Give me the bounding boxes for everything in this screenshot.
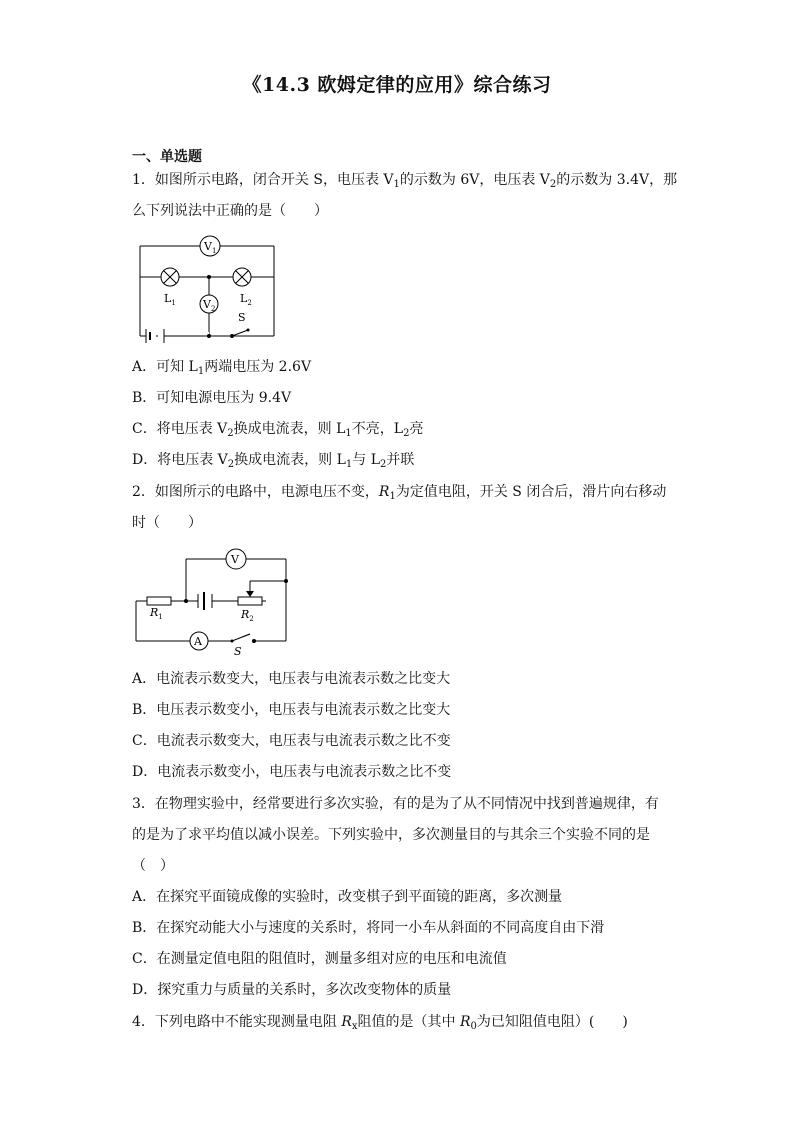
q1-fig-l2-label: $L_2$	[240, 292, 252, 307]
q3-option-c: C．在测量定值电阻的阻值时，测量多组对应的电压和电流值	[132, 951, 507, 967]
q1-fig-v2-label: $V_2$	[203, 298, 216, 313]
q2-stem-line2: 时（ ）	[132, 515, 202, 531]
q3-stem-line2: 的是为了求平均值以减小误差。下列实验中，多次测量目的与其余三个实验不同的是	[132, 827, 650, 843]
q3-option-b: B．在探究动能大小与速度的关系时，将同一小车从斜面的不同高度自由下滑	[132, 920, 605, 936]
q3-option-d: D．探究重力与质量的关系时，多次改变物体的质量	[132, 982, 452, 998]
q1-fig-switch-label: S	[238, 311, 246, 324]
q1-option-c: C．将电压表 $V_2$换成电流表，则 $L_1$不亮，$L_2$亮	[132, 421, 424, 439]
q1-option-d: D．将电压表 $V_2$换成电流表，则 $L_1$与 $L_2$并联	[132, 452, 415, 470]
q1-fig-l1-label: $L_1$	[164, 292, 176, 307]
q2-option-d: D．电流表示数变小，电压表与电流表示数之比不变	[132, 764, 452, 780]
q1-stem-line1: 1．如图所示电路，闭合开关 S，电压表 $V_1$的示数为 6V，电压表 $V_2$的示数为 3.4V，那	[132, 172, 678, 190]
q2-fig-r2-label: $R_2$	[241, 608, 254, 623]
q1-option-a: A．可知 $L_1$两端电压为 2.6V	[132, 359, 312, 377]
q2-option-b: B．电压表示数变小，电压表与电流表示数之比变大	[132, 702, 451, 718]
page-title: 《14.3 欧姆定律的应用》综合练习	[242, 74, 552, 96]
q2-circuit-figure	[130, 545, 295, 657]
q2-fig-r1-label: $R_1$	[150, 606, 163, 621]
q3-stem-line1: 3．在物理实验中，经常要进行多次实验，有的是为了从不同情况中找到普遍规律，有	[132, 796, 659, 812]
q2-option-c: C．电流表示数变大，电压表与电流表示数之比不变	[132, 733, 451, 749]
q2-fig-v-label: V	[231, 553, 239, 566]
q4-stem: 4．下列电路中不能实现测量电阻 $R_x$阻值的是（其中 $R_0$为已知阻值电阻）( )	[132, 1014, 628, 1032]
q1-stem-line2: 么下列说法中正确的是（ ）	[132, 203, 328, 219]
section-heading: 一、单选题	[132, 149, 202, 165]
q3-stem-line3: （ ）	[132, 858, 174, 874]
q2-fig-a-label: A	[194, 635, 202, 648]
q1-fig-v1-label: $V_1$	[204, 240, 217, 255]
q2-fig-switch-label: S	[234, 645, 242, 657]
q2-option-a: A．电流表示数变大，电压表与电流表示数之比变大	[132, 671, 451, 687]
q2-stem-line1: 2．如图所示的电路中，电源电压不变，$R_1$为定值电阻，开关 S 闭合后，滑片向右移动	[132, 484, 667, 502]
q1-circuit-figure	[132, 232, 282, 344]
q3-option-a: A．在探究平面镜成像的实验时，改变棋子到平面镜的距离，多次测量	[132, 889, 563, 905]
q1-option-b: B．可知电源电压为 9.4V	[132, 390, 292, 406]
